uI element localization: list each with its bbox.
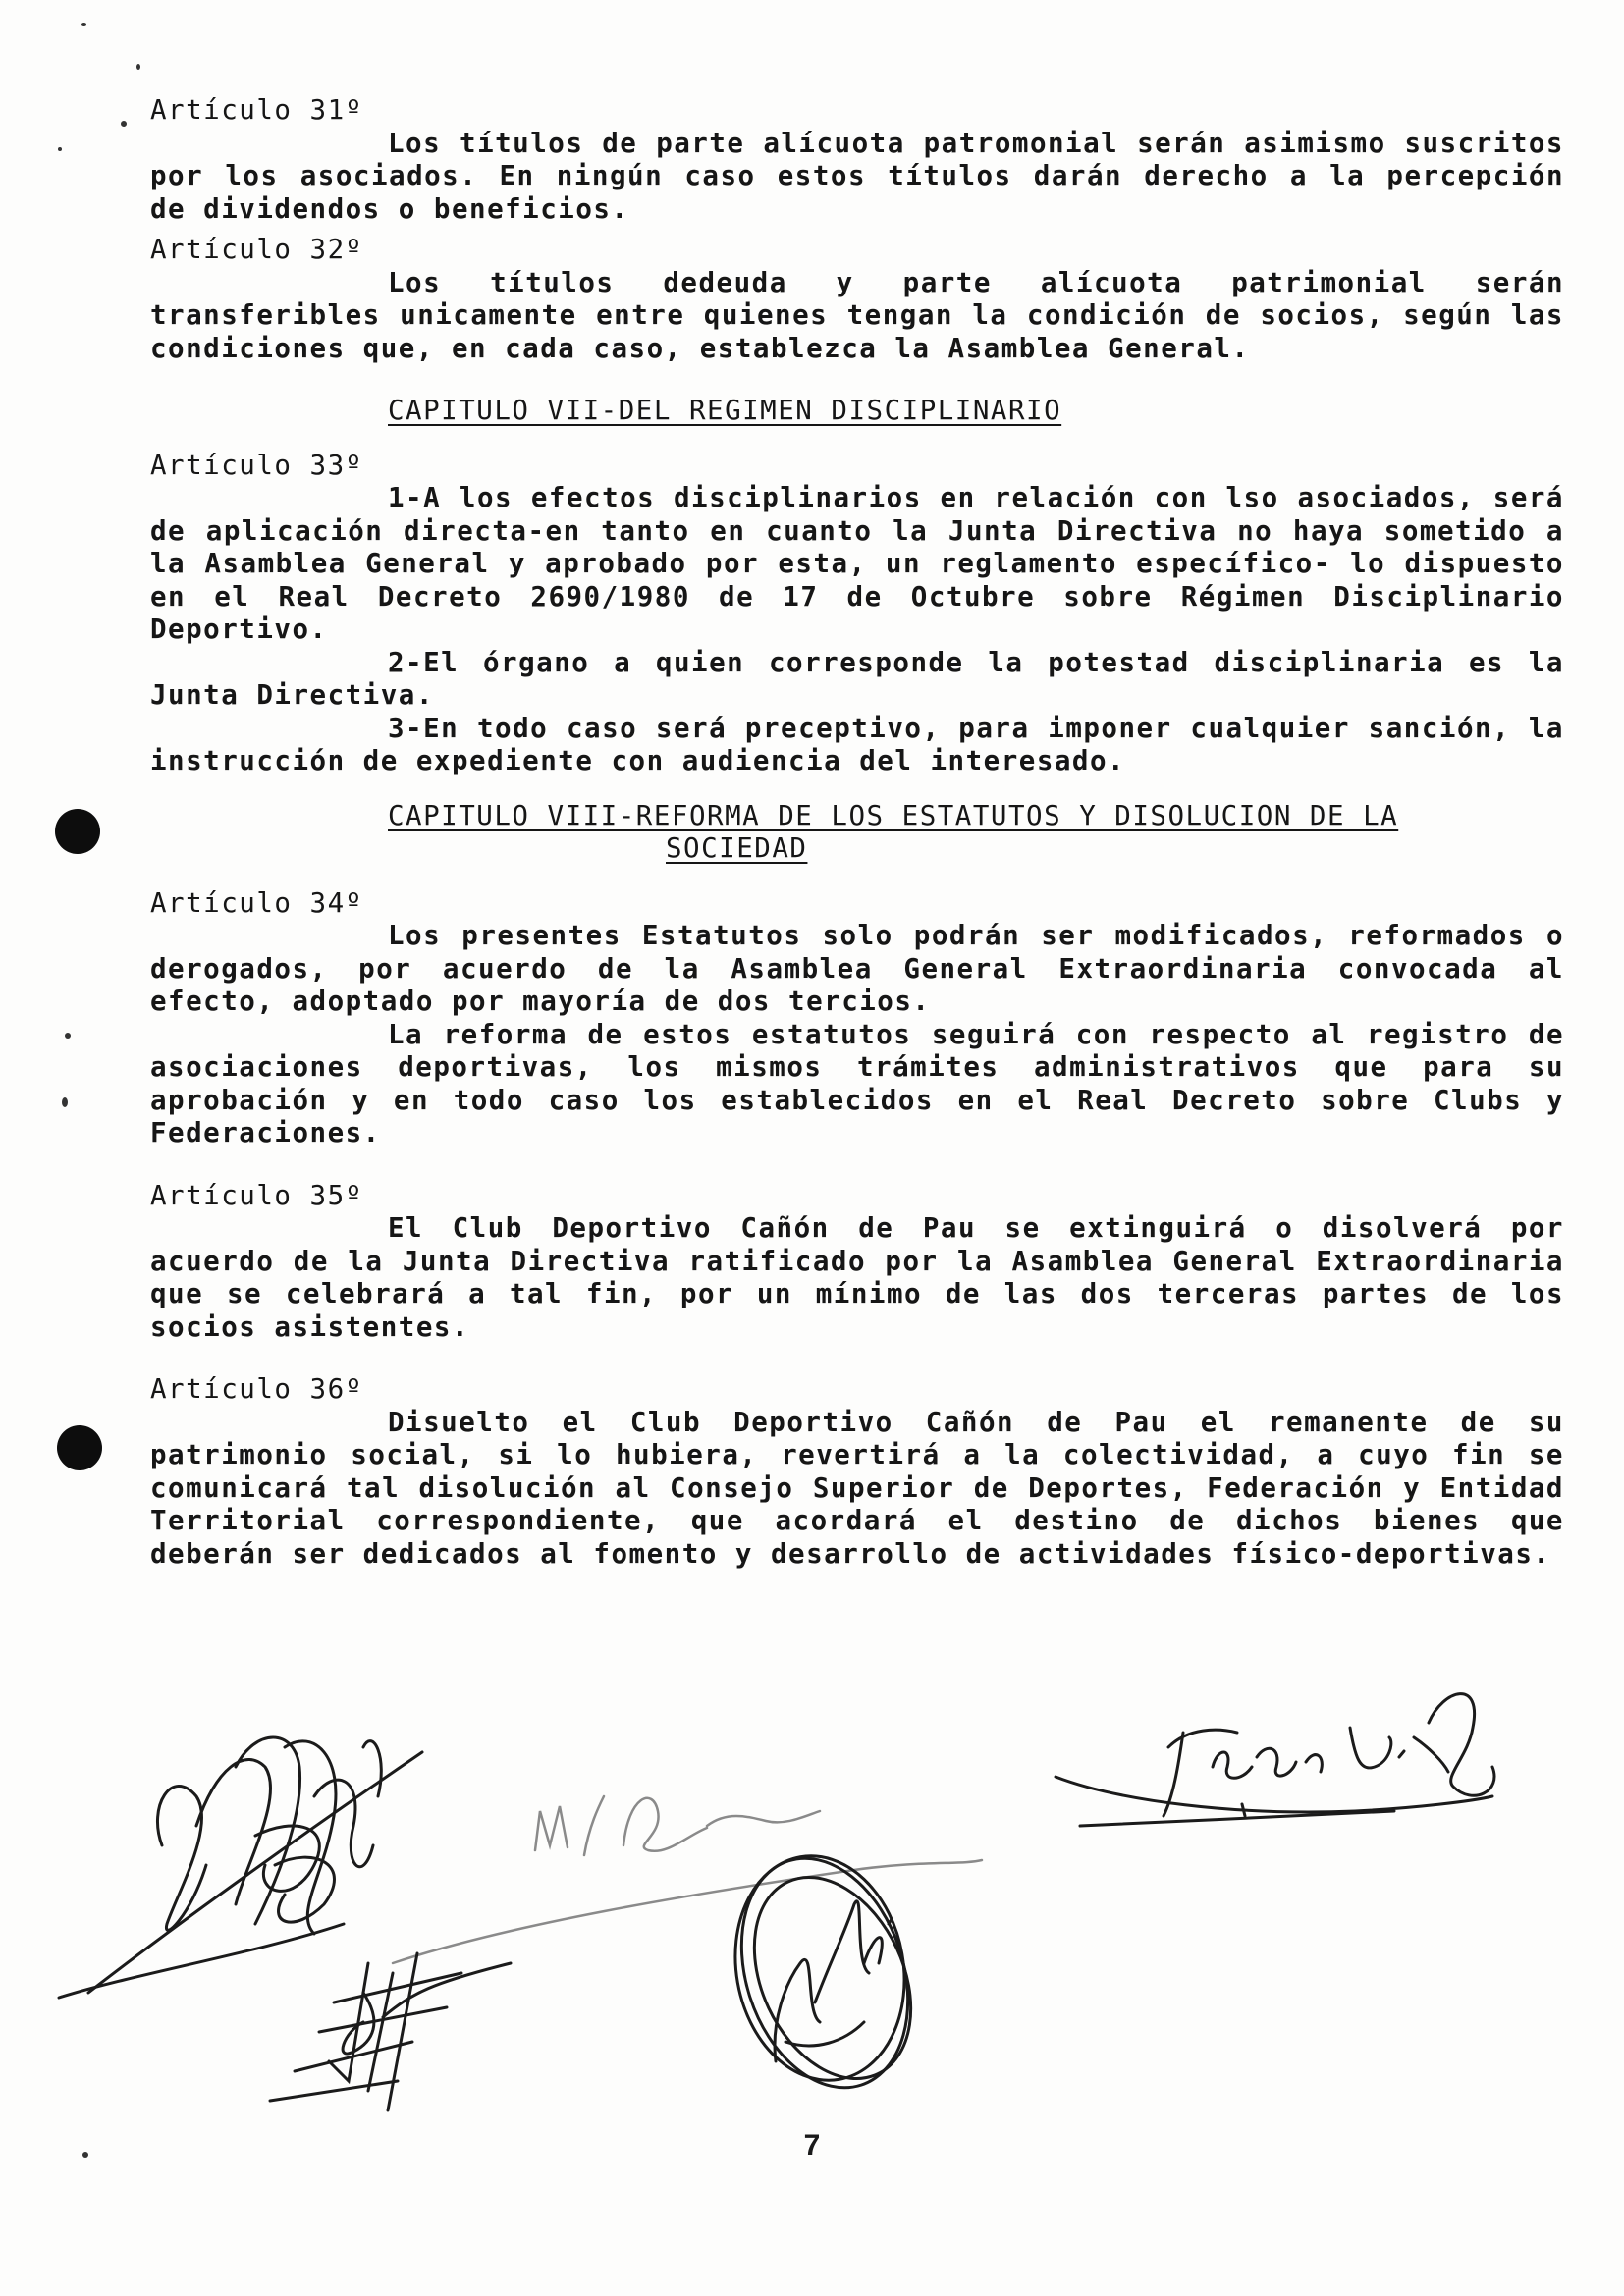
speck bbox=[81, 23, 86, 26]
article-34-title: Artículo 34º bbox=[150, 886, 363, 919]
article-33-paragraph-3: 3-En todo caso será preceptivo, para imponer cualquier sanción, la instrucción de expediente con audiencia del interesado. bbox=[150, 712, 1564, 776]
article-36-title: Artículo 36º bbox=[150, 1373, 363, 1405]
punch-hole-bottom bbox=[57, 1425, 102, 1470]
chapter-8-heading-line-1: CAPITULO VIII-REFORMA DE LOS ESTATUTOS Y DISOLUCION DE LA bbox=[388, 799, 1399, 831]
article-32-text: Los títulos dedeuda y parte alícuota patrimonial serán transferibles unicamente entre quienes tengan la condición de socios, según las condiciones que, en cada caso, establezca la Asamblea General. bbox=[150, 266, 1564, 364]
punch-hole-top bbox=[55, 809, 100, 854]
article-33-paragraph-2: 2-El órgano a quien corresponde la potestad disciplinaria es la Junta Directiva. bbox=[150, 646, 1564, 711]
article-35-title: Artículo 35º bbox=[150, 1179, 363, 1211]
page-number: 7 bbox=[803, 2129, 821, 2162]
signature-5 bbox=[1056, 1694, 1494, 1826]
speck bbox=[121, 121, 127, 127]
article-34-paragraph-1: Los presentes Estatutos solo podrán ser modificados, reformados o derogados, por acuerdo de la Asamblea General Extraordinaria convocada al efecto, adoptado por mayoría de dos tercios. bbox=[150, 920, 1564, 1017]
speck bbox=[58, 147, 62, 151]
signature-3 bbox=[270, 1953, 511, 2110]
signature-1 bbox=[59, 1737, 422, 1998]
article-35-text: El Club Deportivo Cañón de Pau se extinguirá o disolverá por acuerdo de la Junta Directiva ratificado por la Asamblea General Extraordinaria que se celebrará a tal fin, por un mínimo de las dos terceras partes de los socios asistentes. bbox=[150, 1212, 1564, 1343]
chapter-7-heading: CAPITULO VII-DEL REGIMEN DISCIPLINARIO bbox=[388, 395, 1062, 426]
article-31-text: Los títulos de parte alícuota patromonial serán asimismo suscritos por los asociados. En ningún caso estos títulos darán derecho a la percepción de dividendos o beneficios. bbox=[150, 127, 1564, 225]
article-33-title: Artículo 33º bbox=[150, 449, 363, 481]
signature-4 bbox=[714, 1837, 942, 2109]
article-32-title: Artículo 32º bbox=[150, 234, 363, 265]
chapter-8-heading-line-2: SOCIEDAD bbox=[666, 832, 808, 864]
article-36-text: Disuelto el Club Deportivo Cañón de Pau el remanente de su patrimonio social, si lo hubiera, revertirá a la colectividad, a cuyo fin se comunicará tal disolución al Consejo Superior de Deportes, Federación y Entidad Territorial correspondiente, que acordará el destino de dichos bienes que deberán ser dedicados al fomento y desarrollo de actividades físico-deportivas. bbox=[150, 1406, 1564, 1570]
article-31-title: Artículo 31º bbox=[150, 94, 363, 126]
document-body bbox=[150, 94, 1564, 1571]
article-33-paragraph-1: 1-A los efectos disciplinarios en relación con lso asociados, será de aplicación directa-en tanto en cuanto la Junta Directiva no haya sometido a la Asamblea General y aprobado por esta, un reglamento específico- lo dispuesto en el Real Decreto 2690/1980 de 17 de Octubre sobre Régimen Disciplinario Deportivo. bbox=[150, 482, 1564, 645]
signature-2 bbox=[393, 1796, 982, 1963]
article-34-paragraph-2: La reforma de estos estatutos seguirá con respecto al registro de asociaciones deportivas, los mismos trámites administrativos que para su aprobación y en todo caso los establecidos en el Real Decreto sobre Clubs y Federaciones. bbox=[150, 1018, 1564, 1148]
speck bbox=[62, 1097, 68, 1107]
speck bbox=[65, 1033, 71, 1039]
speck bbox=[136, 64, 140, 70]
